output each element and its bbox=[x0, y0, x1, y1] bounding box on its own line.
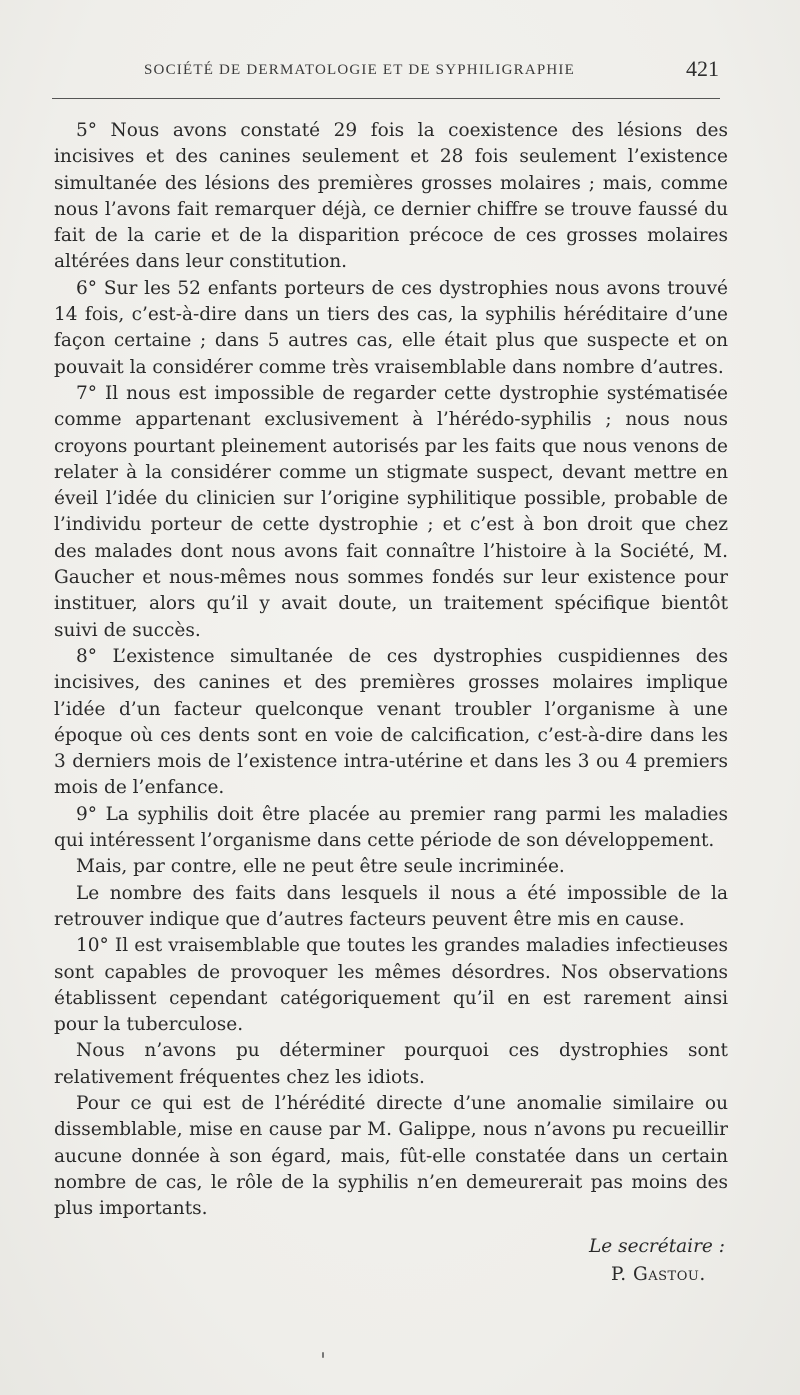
paragraph-nombre-des-faits: Le nombre des faits dans lesquels il nous a été impossible de la retrouver indique que d’autres facteurs peuvent être mis en cause. bbox=[54, 882, 728, 930]
paragraph-5: 5° Nous avons constaté 29 fois la coexistence des lésions des incisives et des canines seulement et 28 fois seulement l’existence simultanée des lésions des premières grosses molaires ; mais, comme nous l’avons fait remarquer déjà, ce dernier chiffre se trouve faussé du fait de la carie et de la disparition précoce de ces grosses molaires altérées dans leur constitution. bbox=[54, 120, 728, 273]
paragraph-par-contre: Mais, par contre, elle ne peut être seule incriminée. bbox=[76, 856, 565, 878]
page-header bbox=[60, 56, 725, 88]
paragraph-heredite: Pour ce qui est de l’hérédité directe d’une anomalie similaire ou dissemblable, mise en cause par M. Galippe, nous n’avons pu recueillir aucune donnée à son égard, mais, fût-elle constatée dans un certain nombre de cas, le rôle de la syphilis n’en demeurerait pas moins des plus importants. bbox=[54, 1092, 728, 1220]
paragraph-6: 6° Sur les 52 enfants porteurs de ces dystrophies nous avons trouvé 14 fois, c’est-à-dire dans un tiers des cas, la syphilis héréditaire d’une façon certaine ; dans 5 autres cas, elle était plus que suspecte et on pouvait la considérer comme très vraisemblable dans nombre d’autres. bbox=[54, 277, 728, 378]
paragraph-10: 10° Il est vraisemblable que toutes les grandes maladies infectieuses sont capables de provoquer les mêmes désordres. Nos observations établissent cependant catégoriquement qu’il en est rarement ainsi pour la tuberculose. bbox=[54, 935, 728, 1036]
page-number: 421 bbox=[686, 56, 719, 81]
signature-block bbox=[589, 1233, 725, 1289]
body-text bbox=[54, 118, 728, 1222]
signature-name: P. Gastou. bbox=[611, 1264, 706, 1285]
paragraph-idiots: Nous n’avons pu déterminer pourquoi ces dystrophies sont relativement fréquentes chez les idiots. bbox=[54, 1040, 728, 1088]
header-rule bbox=[52, 98, 720, 99]
print-speck bbox=[322, 1352, 324, 1358]
paragraph-8: 8° L’existence simultanée de ces dystrophies cuspidiennes des incisives, des canines et des premières grosses molaires implique l’idée d’un facteur quelconque venant troubler l’organisme à une époque où ces dents sont en voie de calcification, c’est-à-dire dans les 3 derniers mois de l’existence intra-utérine et dans les 3 ou 4 premiers mois de l’enfance. bbox=[54, 645, 728, 799]
running-title: SOCIÉTÉ DE DERMATOLOGIE ET DE SYPHILIGRAPHIE bbox=[144, 62, 575, 78]
paragraph-7: 7° Il nous est impossible de regarder cette dystrophie systématisée comme appartenant exclusivement à l’hérédo-syphilis ; nous nous croyons pourtant pleinement autorisés par les faits que nous venons de relater à la considérer comme un stigmate suspect, devant mettre en éveil l’idée du clinicien sur l’origine syphilitique possible, probable de l’individu porteur de cette dystrophie ; et c’est à bon droit que chez des malades dont nous avons fait connaître l’histoire à la Société, M. Gaucher et nous-mêmes nous sommes fondés sur leur existence pour instituer, alors qu’il y avait doute, un traitement spécifique bientôt suivi de succès. bbox=[54, 382, 728, 641]
paragraph-9: 9° La syphilis doit être placée au premier rang parmi les maladies qui intéressent l’organisme dans cette période de son développement. bbox=[54, 803, 728, 852]
signature-role: Le secrétaire : bbox=[589, 1236, 725, 1257]
